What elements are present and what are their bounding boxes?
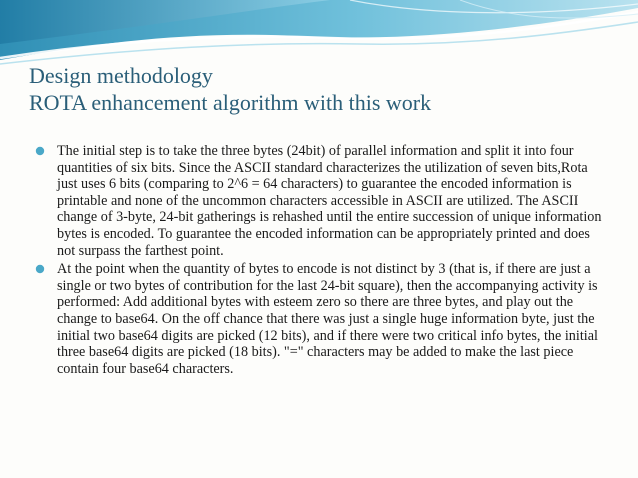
decorative-wave-header <box>0 0 638 70</box>
bullet-list <box>34 143 604 379</box>
bullet-text-2: At the point when the quantity of bytes to encode is not distinct by 3 (that is, if there are just a single or two bytes of contribution for the last 24-bit square), then the accompanying activity is performed: Add additional bytes with esteem zero so there are three bytes, and play out the change to base64. On the off chance that there was just a single huge information byte, just the initial two base64 digits are picked (12 bits), and if there were two critical info bytes, the initial three base64 digits are picked (18 bits). "=" characters may be added to make the last piece contain four base64 characters. <box>57 261 598 377</box>
slide-title-line-1: Design methodology <box>29 63 213 88</box>
bullet-text-1: The initial step is to take the three bytes (24bit) of parallel information and split it into four quantities of six bits. Since the ASCII standard characterizes the utilization of seven bits,Rota just uses 6 bits (comparing to 2^6 = 64 characters) to guarantee the encoded information is printable and none of the uncommon characters accessible in ASCII are utilized. The ASCII change of 3-byte, 24-bit gatherings is rehashed until the entire succession of unique information bytes is encoded. To guarantee the encoded information can be appropriately printed and does not surpass the farthest point. <box>57 143 602 259</box>
circle-bullet-icon <box>34 145 46 157</box>
slide-title-line-2: ROTA enhancement algorithm with this work <box>29 90 432 115</box>
slide-title <box>29 62 619 116</box>
bullet-item-2 <box>34 261 604 377</box>
circle-bullet-icon <box>34 263 46 275</box>
bullet-item-1 <box>34 143 604 259</box>
